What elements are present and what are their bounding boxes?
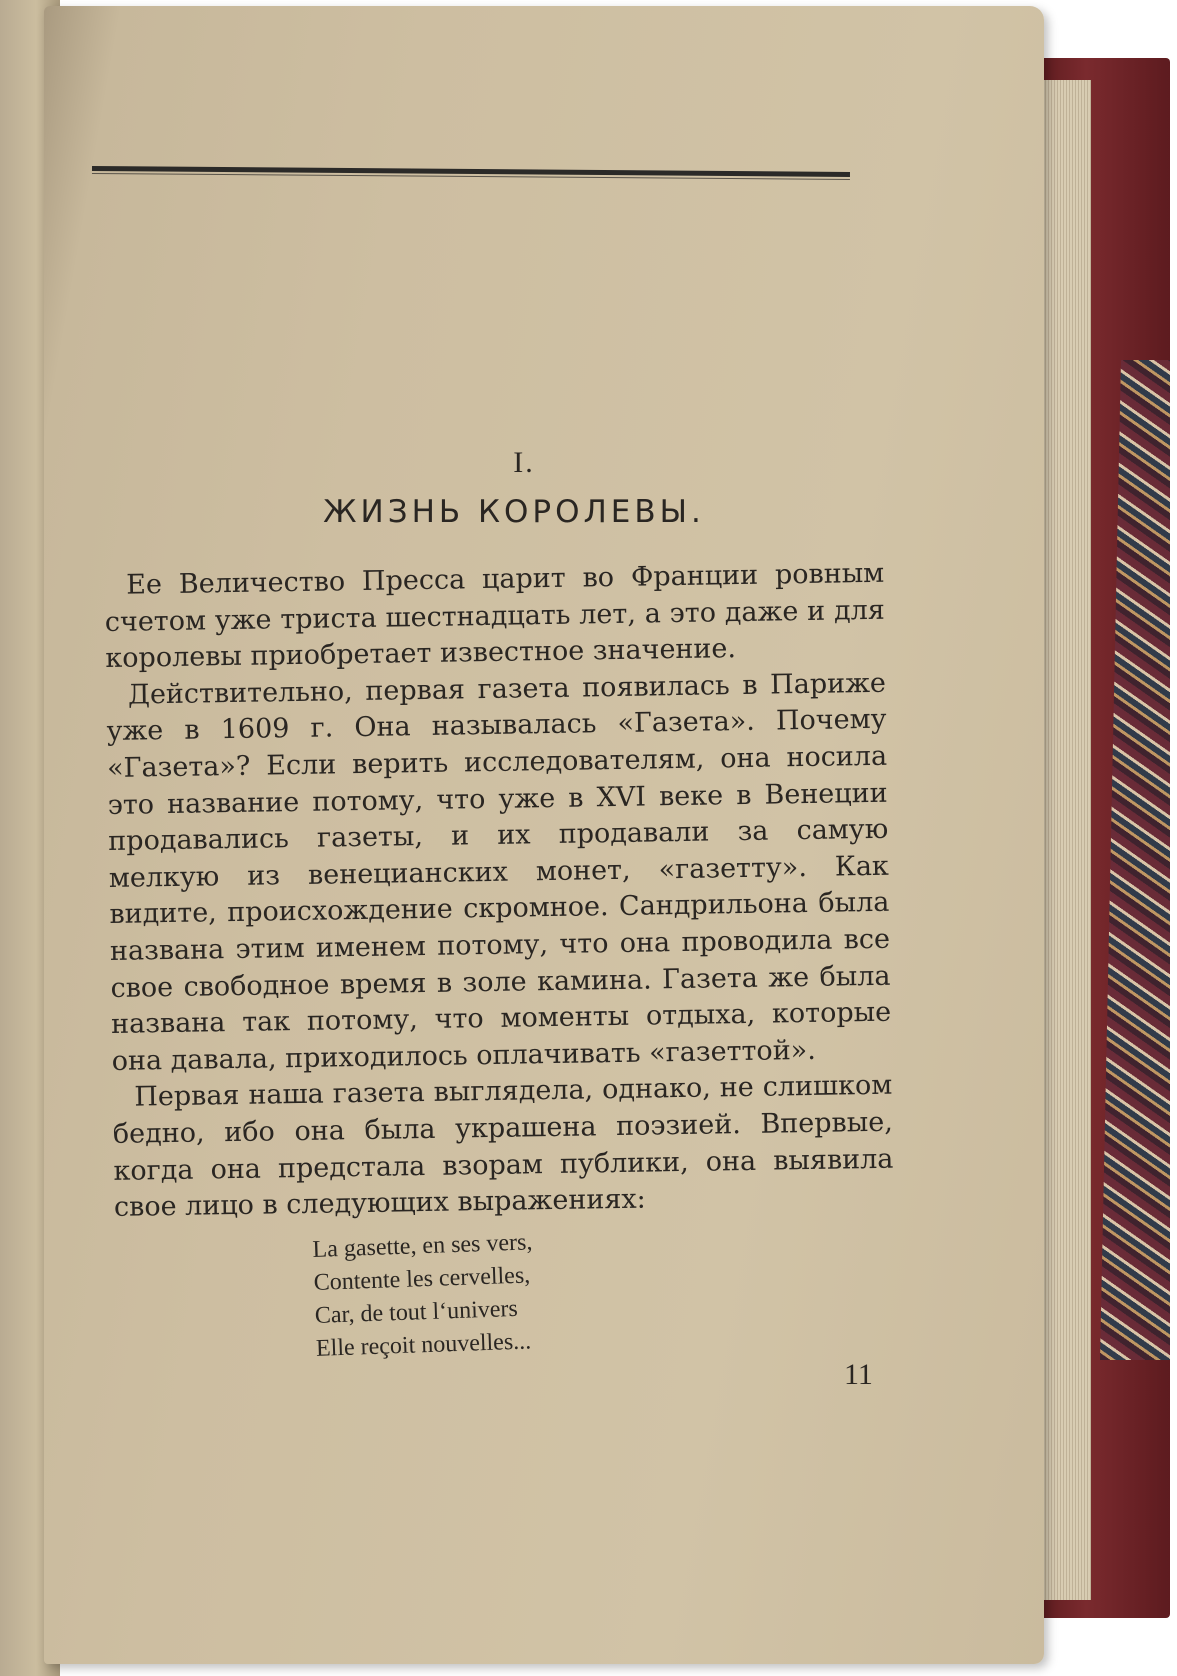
verse-line: La gasette, en ses vers, (312, 1229, 533, 1263)
verse-line: Car, de tout l‘univers (314, 1295, 519, 1329)
verse-quote (312, 1226, 536, 1366)
page-text (104, 446, 894, 1227)
body-text (104, 556, 894, 1227)
header-rule (92, 166, 850, 177)
paragraph: Первая наша газета выглядела, однако, не слишком бедно, ибо она была украшена поэзией. Впервые, когда она предстала взорам публики, она выявила свое лицо в следующих выражениях: (112, 1069, 894, 1224)
book-page (44, 6, 1044, 1664)
verse-line: Elle reçoit nouvelles... (315, 1328, 532, 1362)
chapter-number: I. (513, 446, 535, 479)
page-number: 11 (844, 1358, 873, 1391)
paragraph: Ее Величество Пресса царит во Франции ровным счетом уже триста шестнадцать лет, а это даже и для королевы приобретает известное значение. (104, 557, 885, 675)
verse-line: Contente les cervelles, (313, 1262, 531, 1296)
chapter-title: ЖИЗНЬ КОРОЛЕВЫ. (323, 494, 705, 530)
paragraph: Действительно, первая газета появилась в Париже уже в 1609 г. Она называлась «Газета». Почему «Газета»? Если верить исследователям, она носила это название потому, что уже в XVI веке в Венеции продавались газеты, и их продавали за самую мелкую из венецианских монет, «газетту». Как видите, происхождение скромное. Сандрильона была названа этим именем потому, что она проводила все свое свободное время в золе камина. Газета же была названа так потому, что моменты отдыха, которые она давала, приходилось оплачивать «газеттой». (106, 667, 892, 1077)
